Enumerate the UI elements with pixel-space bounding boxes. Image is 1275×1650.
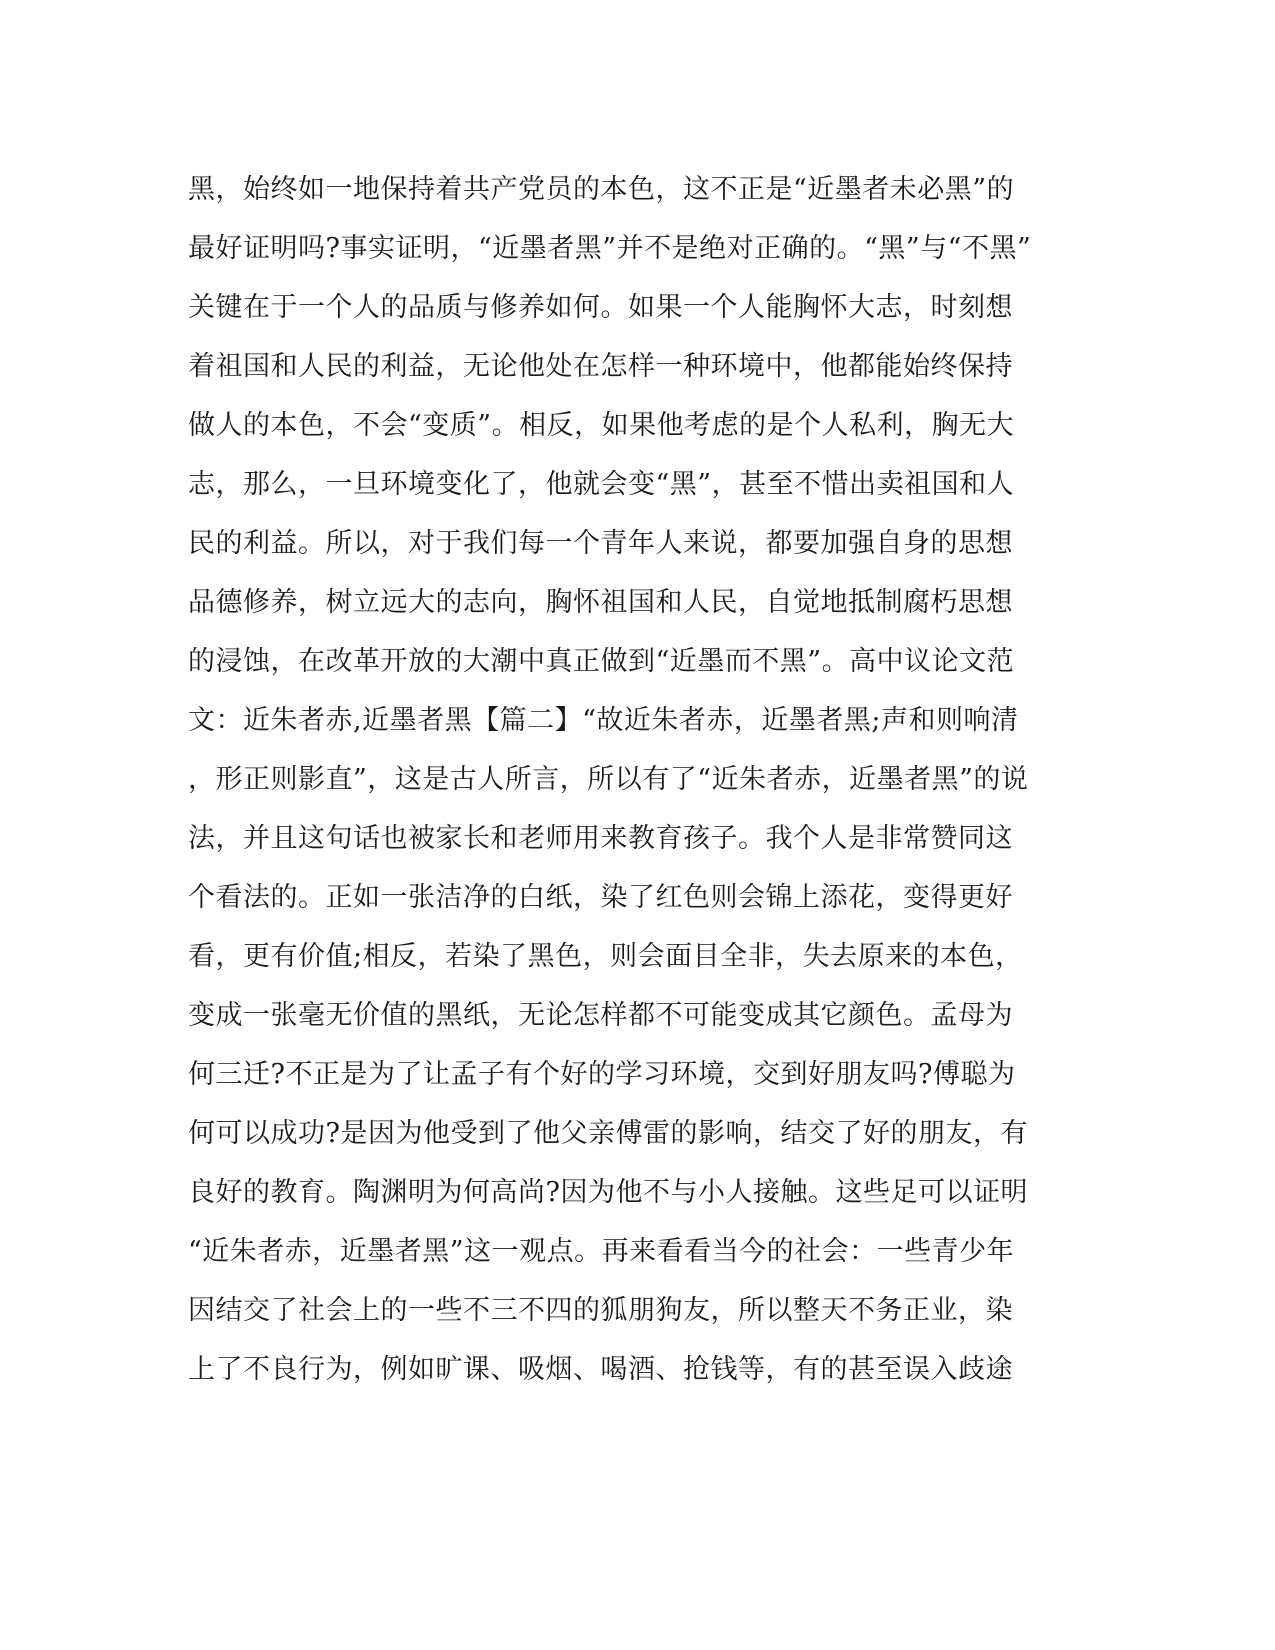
- text-line: 最好证明吗?事实证明，“近墨者黑”并不是绝对正确的。“黑”与“不黑”: [188, 233, 1032, 264]
- text-line: 品德修养，树立远大的志向，胸怀祖国和人民，自觉地抵制腐朽思想: [188, 587, 1013, 618]
- text-line: 良好的教育。陶渊明为何高尚?因为他不与小人接触。这些足可以证明: [188, 1177, 1028, 1208]
- text-line: ，形正则影直”，这是古人所言，所以有了“近朱者赤，近墨者黑”的说: [188, 764, 1029, 795]
- text-line: 着祖国和人民的利益，无论他处在怎样一种环境中，他都能始终保持: [188, 351, 1013, 382]
- text-line: 志，那么，一旦环境变化了，他就会变“黑”，甚至不惜出卖祖国和人: [188, 469, 1015, 500]
- text-line: 黑，始终如一地保持着共产党员的本色，这不正是“近墨者未必黑”的: [188, 174, 1015, 205]
- text-line: “近朱者赤，近墨者黑”这一观点。再来看看当今的社会：一些青少年: [188, 1236, 1015, 1267]
- text-line: 民的利益。所以，对于我们每一个青年人来说，都要加强自身的思想: [188, 528, 1013, 559]
- text-line: 何可以成功?是因为他受到了他父亲傅雷的影响，结交了好的朋友，有: [188, 1118, 1028, 1149]
- text-line: 法，并且这句话也被家长和老师用来教育孩子。我个人是非常赞同这: [188, 823, 1013, 854]
- essay-body: [188, 160, 1088, 1399]
- text-line: 的浸蚀，在改革开放的大潮中真正做到“近墨而不黑”。高中议论文范: [188, 646, 1015, 677]
- text-line: 关键在于一个人的品质与修养如何。如果一个人能胸怀大志，时刻想: [188, 292, 1013, 323]
- text-line: 因结交了社会上的一些不三不四的狐朋狗友，所以整天不务正业，染: [188, 1295, 1013, 1326]
- text-line: 变成一张毫无价值的黑纸，无论怎样都不可能变成其它颜色。孟母为: [188, 1000, 1013, 1031]
- text-line: 个看法的。正如一张洁净的白纸，染了红色则会锦上添花，变得更好: [188, 882, 1013, 913]
- text-line: 文：近朱者赤,近墨者黑【篇二】“故近朱者赤，近墨者黑;声和则响清: [188, 705, 1019, 736]
- text-line: 看，更有价值;相反，若染了黑色，则会面目全非，失去原来的本色，: [188, 941, 1023, 972]
- text-line: 何三迁?不正是为了让孟子有个好的学习环境，交到好朋友吗?傅聪为: [188, 1059, 1016, 1090]
- text-line: 做人的本色，不会“变质”。相反，如果他考虑的是个人私利，胸无大: [188, 410, 1015, 441]
- text-line: 上了不良行为，例如旷课、吸烟、喝酒、抢钱等，有的甚至误入歧途: [188, 1354, 1013, 1385]
